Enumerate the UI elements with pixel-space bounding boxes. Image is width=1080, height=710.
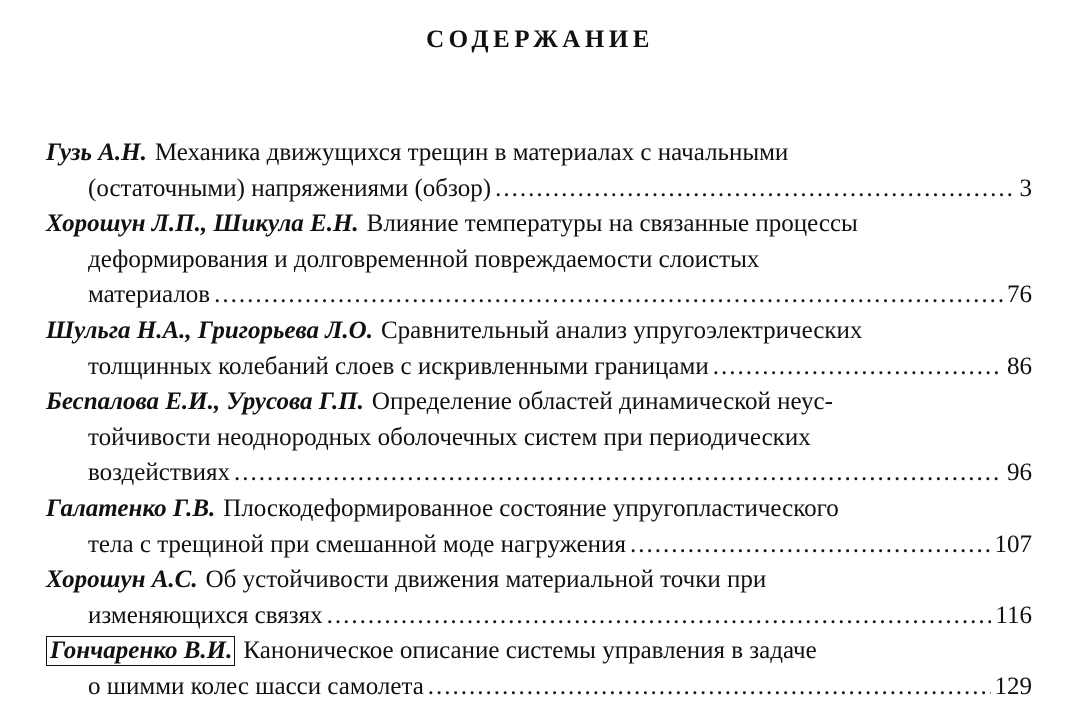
entry-page-number[interactable]: 116 (995, 601, 1032, 629)
leader-dots (214, 277, 1003, 313)
entry-page-number[interactable]: 3 (1019, 174, 1032, 202)
leader-dots (630, 527, 991, 563)
toc-entry-5[interactable] (46, 491, 1032, 562)
entry-page-number[interactable]: 86 (1007, 352, 1032, 380)
entry-page-number[interactable]: 129 (994, 672, 1032, 700)
toc-entry-7[interactable] (46, 633, 1032, 704)
entry-title-end: толщинных колебаний слоев с искривленными границами (88, 352, 709, 380)
entry-authors: Хорошун А.С. (46, 566, 198, 594)
entry-title-start: Каноническое описание системы управления в задаче (243, 637, 817, 665)
entry-authors-boxed: Гончаренко В.И. (46, 636, 235, 666)
entry-authors: Хорошун Л.П., Шикула Е.Н. (46, 210, 359, 238)
toc-entry-1[interactable] (46, 135, 1032, 206)
entry-page-number[interactable]: 96 (1007, 459, 1032, 487)
entry-title-start: Влияние температуры на связанные процессы (366, 210, 858, 238)
entry-authors: Беспалова Е.И., Урусова Г.П. (46, 388, 364, 416)
leader-dots (713, 349, 1003, 385)
entry-authors: Гузь А.Н. (46, 139, 147, 166)
entry-title-start: Механика движущихся трещин в материалах с начальными (154, 139, 789, 166)
entry-first-line (46, 491, 1032, 527)
entry-last-line (46, 669, 1032, 705)
entry-title-middle: деформирования и долговременной повреждаемости слоистых (88, 245, 760, 273)
toc-entry-6[interactable] (46, 562, 1032, 633)
entry-last-line (46, 598, 1032, 634)
entry-authors: Галатенко Г.В. (46, 494, 216, 522)
entry-title-end: (остаточными) напряжениями (обзор) (88, 174, 492, 202)
entry-title-end: о шимми колес шасси самолета (88, 672, 424, 700)
leader-dots (495, 171, 1015, 207)
page-title: СОДЕРЖАНИЕ (426, 26, 654, 53)
entry-page-number[interactable]: 107 (994, 530, 1032, 558)
toc-entry-4[interactable] (46, 384, 1032, 491)
entry-last-line (46, 527, 1032, 563)
entry-last-line (46, 171, 1032, 207)
entry-middle-line (46, 242, 1032, 278)
toc-entry-3[interactable] (46, 313, 1032, 384)
entry-first-line (46, 633, 1032, 669)
entry-first-line (46, 562, 1032, 598)
entry-title-end: воздействиях (88, 459, 230, 487)
entry-last-line (46, 277, 1032, 313)
entry-title-end: материалов (88, 281, 211, 309)
entry-title-start: Определение областей динамической неус- (371, 388, 833, 416)
entry-title-start: Об устойчивости движения материальной точки при (205, 566, 767, 594)
entry-page-number[interactable]: 76 (1007, 281, 1032, 309)
entry-title-middle: тойчивости неоднородных оболочечных систем при периодических (88, 423, 811, 451)
entry-first-line (46, 206, 1032, 242)
toc-entry-2[interactable] (46, 206, 1032, 313)
entry-first-line (46, 313, 1032, 349)
table-of-contents (46, 135, 1032, 705)
entry-last-line (46, 349, 1032, 385)
leader-dots (428, 669, 991, 705)
entry-last-line (46, 455, 1032, 491)
leader-dots (234, 455, 1003, 491)
entry-title-start: Плоскодеформированное состояние упругопластического (223, 494, 839, 522)
entry-title-end: тела с трещиной при смешанной моде нагружения (88, 530, 626, 558)
entry-first-line (46, 135, 1032, 171)
leader-dots (327, 598, 992, 634)
entry-title-end: изменяющихся связях (88, 601, 323, 629)
entry-title-start: Сравнительный анализ упругоэлектрических (380, 316, 863, 344)
entry-first-line (46, 384, 1032, 420)
entry-middle-line (46, 420, 1032, 456)
entry-authors: Шульга Н.А., Григорьева Л.О. (46, 316, 373, 344)
